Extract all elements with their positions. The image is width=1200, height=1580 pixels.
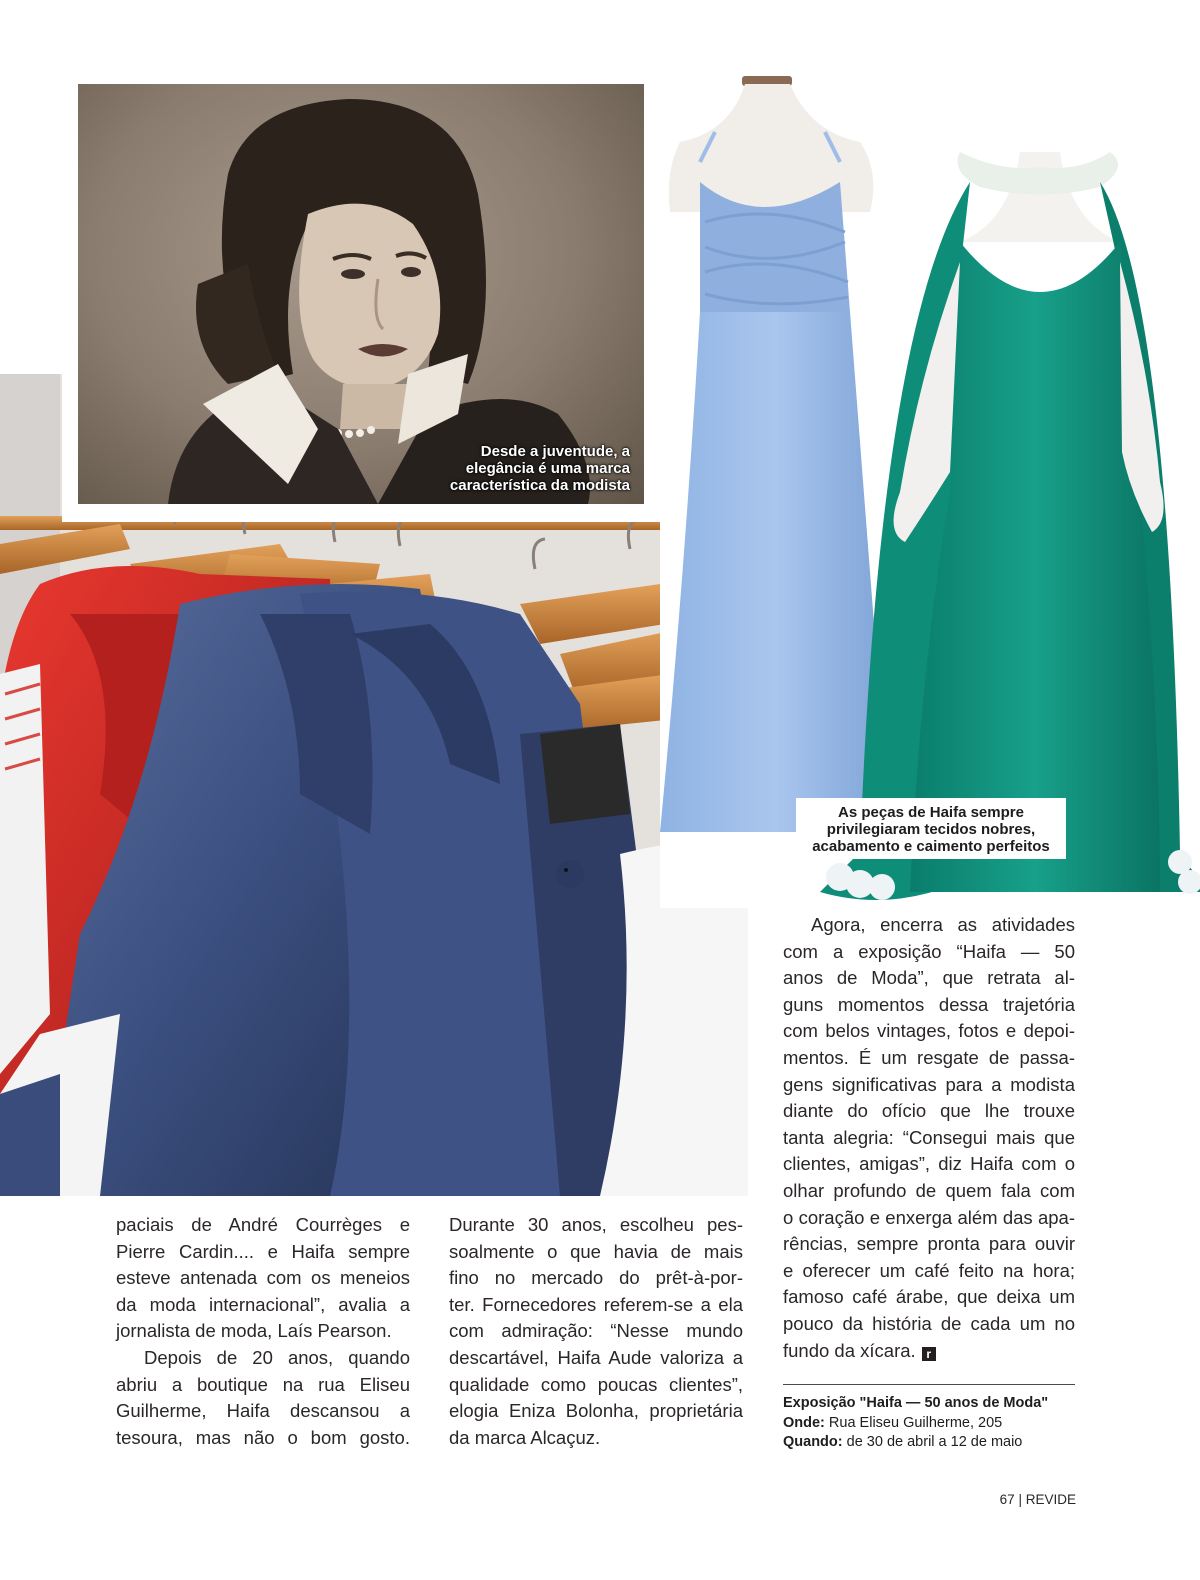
text-line: esteve antenada com os meneios <box>116 1267 410 1289</box>
article-column-1 <box>116 1212 410 1451</box>
portrait-caption <box>330 443 630 494</box>
text-line: Depois de 20 anos, quando <box>144 1346 410 1368</box>
text-line: paciais de André Courrèges e <box>116 1214 410 1235</box>
text-line: qualidade como poucas clientes”, <box>449 1373 743 1395</box>
when-label: Quando: <box>783 1434 843 1450</box>
text-line: Guilherme, Haifa descansou a <box>116 1400 410 1422</box>
text-line: com belos vintages, fotos e depoi- <box>783 1020 1075 1042</box>
text-line: o coração e enxerga além das apa- <box>783 1206 1075 1228</box>
text-line: da marca Alcaçuz. <box>449 1426 601 1448</box>
caption-line: As peças de Haifa sempre <box>838 804 1024 821</box>
exhibition-info <box>783 1394 1083 1453</box>
folio-separator: | <box>1018 1492 1022 1507</box>
text-line: descartável, Haifa Aude valoriza a <box>449 1346 743 1368</box>
text-line: anos de Moda”, que retrata al- <box>783 967 1075 989</box>
text-line: famoso café árabe, que deixa um <box>783 1286 1075 1308</box>
caption-line: privilegiaram tecidos nobres, <box>826 821 1036 838</box>
page-folio <box>990 1492 1076 1507</box>
text-line: e oferecer um café feito na hora; <box>783 1259 1075 1281</box>
text-line: fino no mercado do prêt-à-por- <box>449 1267 743 1289</box>
text-line: diante do ofício que lhe trouxe <box>783 1100 1075 1122</box>
text-line: gens significativas para a modista <box>783 1073 1075 1095</box>
when-value: de 30 de abril a 12 de maio <box>846 1434 1023 1450</box>
exhibition-location <box>783 1414 1083 1434</box>
caption-line: elegância é uma marca <box>465 460 630 477</box>
text-line: guns momentos dessa trajetória <box>783 993 1075 1015</box>
paragraph <box>783 912 1075 1364</box>
page-number: 67 <box>999 1492 1015 1507</box>
exhibition-dates <box>783 1433 1083 1453</box>
text-line: abriu a boutique na rua Eliseu <box>116 1373 410 1395</box>
text-line: pouco da história de cada um no <box>783 1312 1075 1334</box>
portrait-photo <box>78 84 644 504</box>
caption-line: característica da modista <box>449 477 630 494</box>
article-column-3 <box>783 912 1075 1364</box>
caption-line: Desde a juventude, a <box>480 443 630 460</box>
text-line: com a exposição “Haifa — 50 <box>783 940 1075 962</box>
text-line: elogia Eniza Bolonha, proprietária <box>449 1400 743 1422</box>
article-end-mark-icon: r <box>922 1347 936 1361</box>
text-line: Pierre Cardin.... e Haifa sempre <box>116 1240 410 1262</box>
text-line: Durante 30 anos, escolheu pes- <box>449 1214 743 1235</box>
text-line: soalmente o que havia de mais <box>449 1240 743 1262</box>
where-value: Rua Eliseu Guilherme, 205 <box>828 1414 1003 1431</box>
paragraph <box>449 1212 743 1451</box>
text-line: da moda internacional”, avalia a <box>116 1293 410 1315</box>
dresses-illustration <box>660 72 1200 908</box>
exhibition-title <box>783 1394 1083 1414</box>
text-line <box>783 1338 1075 1365</box>
caption-line: acabamento e caimento perfeitos <box>812 838 1050 855</box>
text-line: tanta alegria: “Consegui mais que <box>783 1126 1075 1148</box>
paragraph <box>116 1345 410 1451</box>
info-divider <box>783 1384 1075 1385</box>
where-label: Onde: <box>783 1414 825 1431</box>
text-line: clientes, amigas”, diz Haifa com o <box>783 1153 1075 1175</box>
dresses-photo <box>660 72 1200 908</box>
article-column-2 <box>449 1212 743 1451</box>
text-line: olhar profundo de quem fala com <box>783 1179 1075 1201</box>
text-line: rências, sempre pronta para ouvir <box>783 1233 1075 1255</box>
text-line: Agora, encerra as atividades <box>811 914 1075 935</box>
text-line: mentos. É um resgate de passa- <box>783 1046 1075 1068</box>
portrait-illustration <box>78 84 644 504</box>
text-line: ter. Fornecedores referem-se a ela <box>449 1293 743 1315</box>
text-line: com admiração: “Nesse mundo <box>449 1320 743 1342</box>
magazine-name: REVIDE <box>1025 1492 1076 1507</box>
exhibition-title-text: Exposição "Haifa — 50 anos de Moda" <box>783 1395 1049 1411</box>
text-line: tesoura, mas não o bom gosto. <box>116 1426 410 1448</box>
last-line-text: fundo da xícara. <box>783 1339 916 1361</box>
text-line: jornalista de moda, Laís Pearson. <box>116 1320 392 1342</box>
dresses-caption <box>796 798 1066 859</box>
paragraph <box>116 1212 410 1345</box>
